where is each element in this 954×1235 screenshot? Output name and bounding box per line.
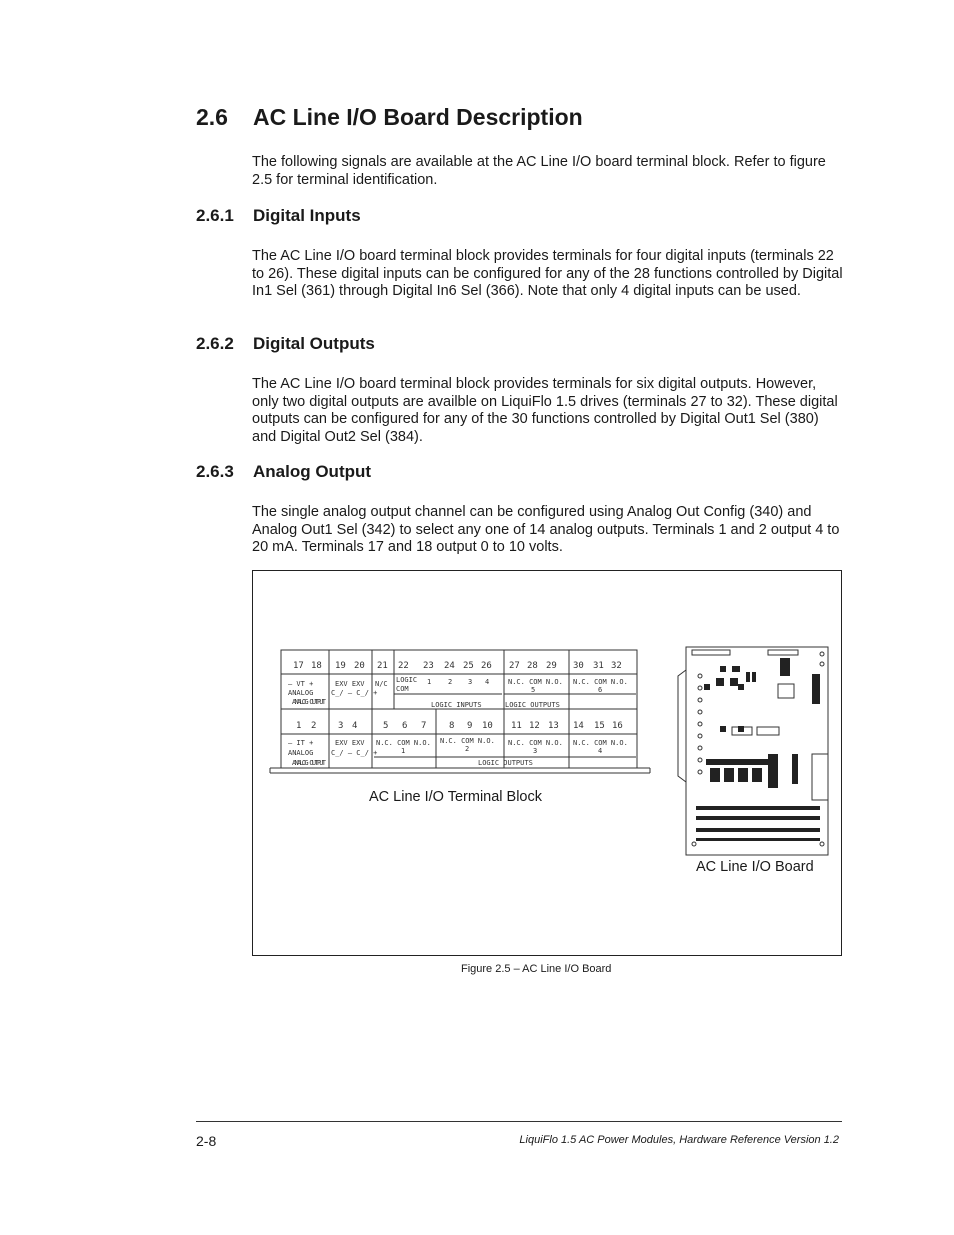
terminal-22: 22	[398, 661, 409, 671]
terminal-1: 1	[296, 721, 302, 731]
terminal-4: 4	[352, 721, 358, 731]
terminal-9: 9	[467, 721, 473, 731]
label-logic-inputs: LOGIC INPUTS	[431, 701, 482, 709]
sub-relay3: 3	[533, 747, 538, 755]
terminal-32: 32	[611, 661, 622, 671]
footer-rule	[196, 1121, 842, 1122]
sub-relay5: 5	[531, 686, 536, 694]
section-intro: The following signals are available at the AC Line I/O board terminal block. Refer to figure 2.5 for terminal identification.	[252, 154, 826, 188]
terminal-28: 28	[527, 661, 538, 671]
terminal-block-diagram	[268, 644, 654, 778]
subsection-heading-analog-output	[196, 462, 371, 482]
terminal-21: 21	[377, 661, 388, 671]
sub-analog: ANALOG	[288, 689, 314, 697]
analog-output-text: The single analog output channel can be configured using Analog Out Config (340) and Analog Out1 Sel (342) to select any one of 14 analog outputs. Terminals 1 and 2 output 4 to 20 mA. Terminals 17 and 18 output 0 to 10 volts.	[252, 504, 840, 555]
signal-relay6: N.C. COM N.O.	[573, 678, 628, 686]
label-analog-output-bottom: ANALOG OUTPUT	[292, 759, 326, 767]
io-board-label: AC Line I/O Board	[696, 859, 814, 875]
terminal-6: 6	[402, 721, 408, 731]
section-number: 2.6	[196, 104, 228, 130]
signal-relay4: N.C. COM N.O.	[573, 739, 628, 747]
signal-nc: N/C	[375, 680, 388, 688]
io-board-illustration	[672, 644, 834, 860]
terminal-16: 16	[612, 721, 623, 731]
section-title: AC Line I/O Board Description	[253, 104, 583, 130]
signal-it: – IT +	[288, 739, 314, 747]
terminal-19: 19	[335, 661, 346, 671]
section-heading	[196, 104, 583, 131]
page-number: 2-8	[196, 1133, 217, 1149]
terminal-14: 14	[573, 721, 584, 731]
subsection-number: 2.6.1	[196, 206, 234, 225]
label-logic-outputs-bottom: LOGIC OUTPUTS	[478, 759, 533, 767]
digital-inputs-text: The AC Line I/O board terminal block provides terminals for four digital inputs (terminals 22 to 26). These digital inputs can be configured for any of the 28 functions controlled by Digital In1 Sel (361) through Digital In6 Sel (366). Note that only 4 digital inputs can be used.	[252, 248, 843, 299]
terminal-10: 10	[482, 721, 493, 731]
terminal-24: 24	[444, 661, 455, 671]
signal-in1: 1	[427, 678, 432, 686]
terminal-18: 18	[311, 661, 322, 671]
footer-title: LiquiFlo 1.5 AC Power Modules, Hardware Reference Version 1.2	[519, 1134, 839, 1146]
terminal-30: 30	[573, 661, 584, 671]
terminal-25: 25	[463, 661, 474, 671]
terminal-8: 8	[449, 721, 455, 731]
signal-in2: 2	[448, 678, 453, 686]
signal-relay3: N.C. COM N.O.	[508, 739, 563, 747]
terminal-5: 5	[383, 721, 389, 731]
signal-relay2: N.C. COM N.O.	[440, 737, 495, 745]
sub-exv: C_/ – C_/ +	[331, 689, 378, 697]
digital-outputs-text: The AC Line I/O board terminal block provides terminals for six digital outputs. However, only two digital outputs are availble on LiquiFlo 1.5 drives (terminals 27 to 32). These digital outputs can be configured for any of the 30 functions controlled by Digital Out1 Sel (380) and Digital Out2 Sel (384).	[252, 376, 838, 445]
terminal-7: 7	[421, 721, 427, 731]
signal-logic: LOGIC	[396, 676, 418, 684]
signal-vt: – VT +	[288, 680, 314, 688]
sub-exv-bottom: C_/ – C_/ +	[331, 749, 378, 757]
sub-relay6: 6	[598, 686, 603, 694]
sub-analog-bottom: ANALOG	[288, 749, 314, 757]
label-logic-outputs-top: LOGIC OUTPUTS	[505, 701, 560, 709]
terminal-27: 27	[509, 661, 520, 671]
subsection-title: Digital Outputs	[253, 334, 375, 353]
terminal-13: 13	[548, 721, 559, 731]
terminal-11: 11	[511, 721, 522, 731]
signal-in3: 3	[468, 678, 473, 686]
terminal-15: 15	[594, 721, 605, 731]
subsection-number: 2.6.2	[196, 334, 234, 353]
terminal-2: 2	[311, 721, 317, 731]
terminal-23: 23	[423, 661, 434, 671]
terminal-31: 31	[593, 661, 604, 671]
signal-relay1: N.C. COM N.O.	[376, 739, 431, 747]
terminal-29: 29	[546, 661, 557, 671]
subsection-title: Digital Inputs	[253, 206, 361, 225]
terminal-20: 20	[354, 661, 365, 671]
sub-com: COM	[396, 685, 409, 693]
terminal-17: 17	[293, 661, 304, 671]
terminal-block-label: AC Line I/O Terminal Block	[369, 789, 542, 805]
figure-caption: Figure 2.5 – AC Line I/O Board	[461, 963, 612, 975]
subsection-title: Analog Output	[253, 462, 372, 481]
terminal-12: 12	[529, 721, 540, 731]
subsection-number: 2.6.3	[196, 462, 234, 481]
sub-relay1: 1	[401, 747, 406, 755]
signal-exv-bottom: EXV EXV	[335, 739, 365, 747]
signal-in4: 4	[485, 678, 490, 686]
signal-relay5: N.C. COM N.O.	[508, 678, 563, 686]
label-analog-output-top: ANALOG OUTPUT	[292, 698, 326, 706]
terminal-3: 3	[338, 721, 344, 731]
terminal-26: 26	[481, 661, 492, 671]
subsection-heading-digital-outputs	[196, 334, 375, 354]
sub-relay2: 2	[465, 745, 470, 753]
sub-relay4: 4	[598, 747, 603, 755]
signal-exv: EXV EXV	[335, 680, 365, 688]
subsection-heading-digital-inputs	[196, 206, 361, 226]
